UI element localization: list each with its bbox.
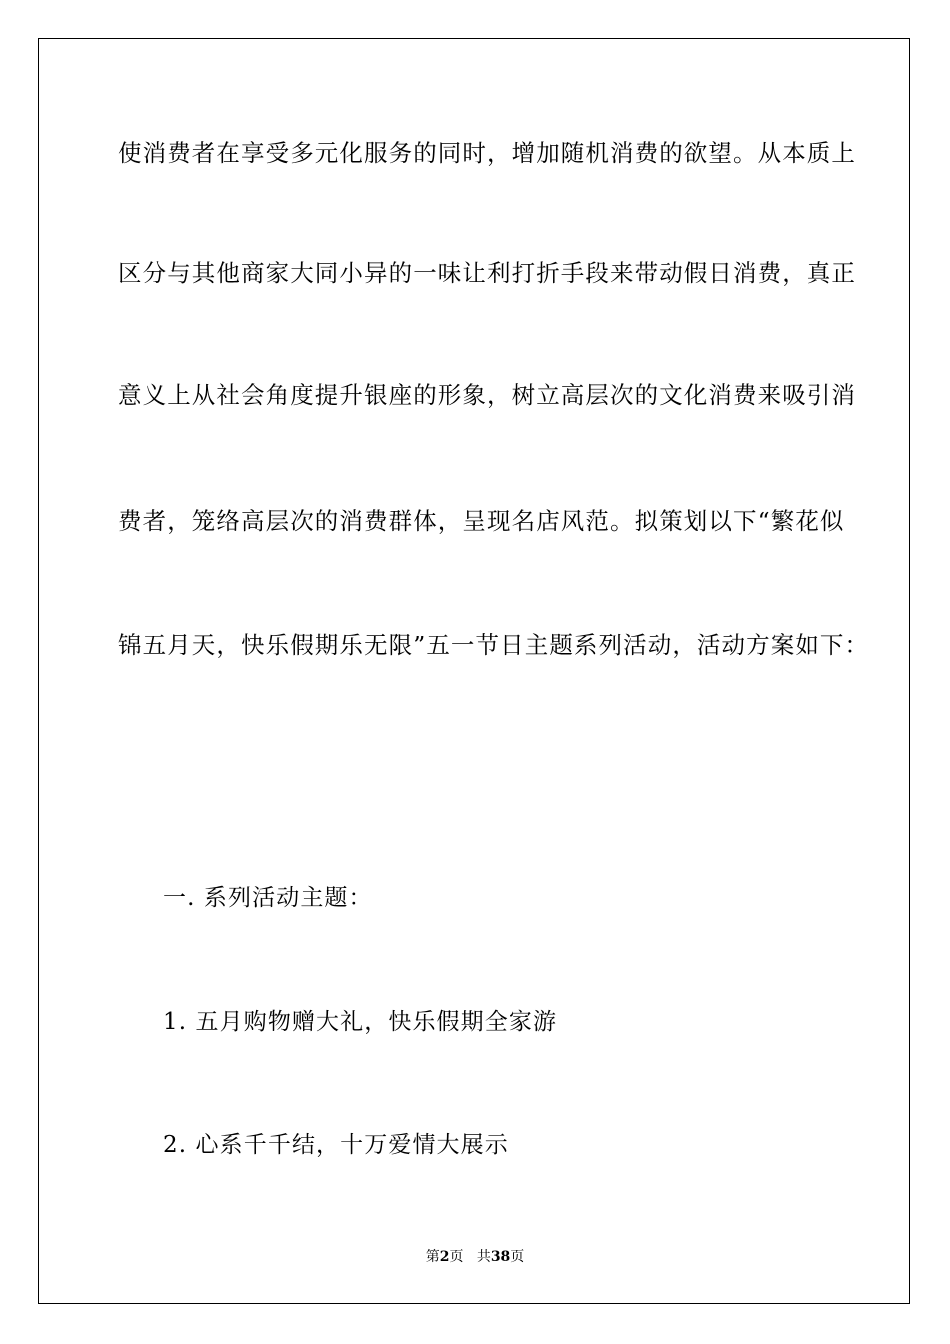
footer-page-prefix: 第	[425, 1249, 440, 1265]
page-footer	[0, 1248, 950, 1266]
paragraph-line-1: 使消费者在享受多元化服务的同时，增加随机消费的欲望。从本质上	[118, 139, 856, 167]
footer-total-suffix: 页	[510, 1249, 525, 1265]
footer-total-prefix: 共	[476, 1249, 491, 1265]
footer-page-current: 2	[439, 1249, 450, 1265]
list-item-1: 1. 五月购物赠大礼，快乐假期全家游	[163, 1009, 558, 1035]
paragraph-line-4: 费者，笼络高层次的消费群体，呈现名店风范。拟策划以下“繁花似	[118, 507, 845, 535]
footer-page-suffix: 页	[449, 1249, 464, 1265]
footer-page-total: 38	[490, 1249, 511, 1265]
section-heading: 一. 系列活动主题：	[163, 885, 373, 911]
page-frame	[38, 38, 910, 1304]
paragraph-line-5: 锦五月天，快乐假期乐无限”五一节日主题系列活动，活动方案如下：	[118, 631, 870, 659]
list-item-2: 2. 心系千千结，十万爱情大展示	[163, 1132, 509, 1158]
paragraph-line-3: 意义上从社会角度提升银座的形象，树立高层次的文化消费来吸引消	[118, 381, 856, 409]
paragraph-line-2: 区分与其他商家大同小异的一味让利打折手段来带动假日消费，真正	[118, 259, 856, 287]
